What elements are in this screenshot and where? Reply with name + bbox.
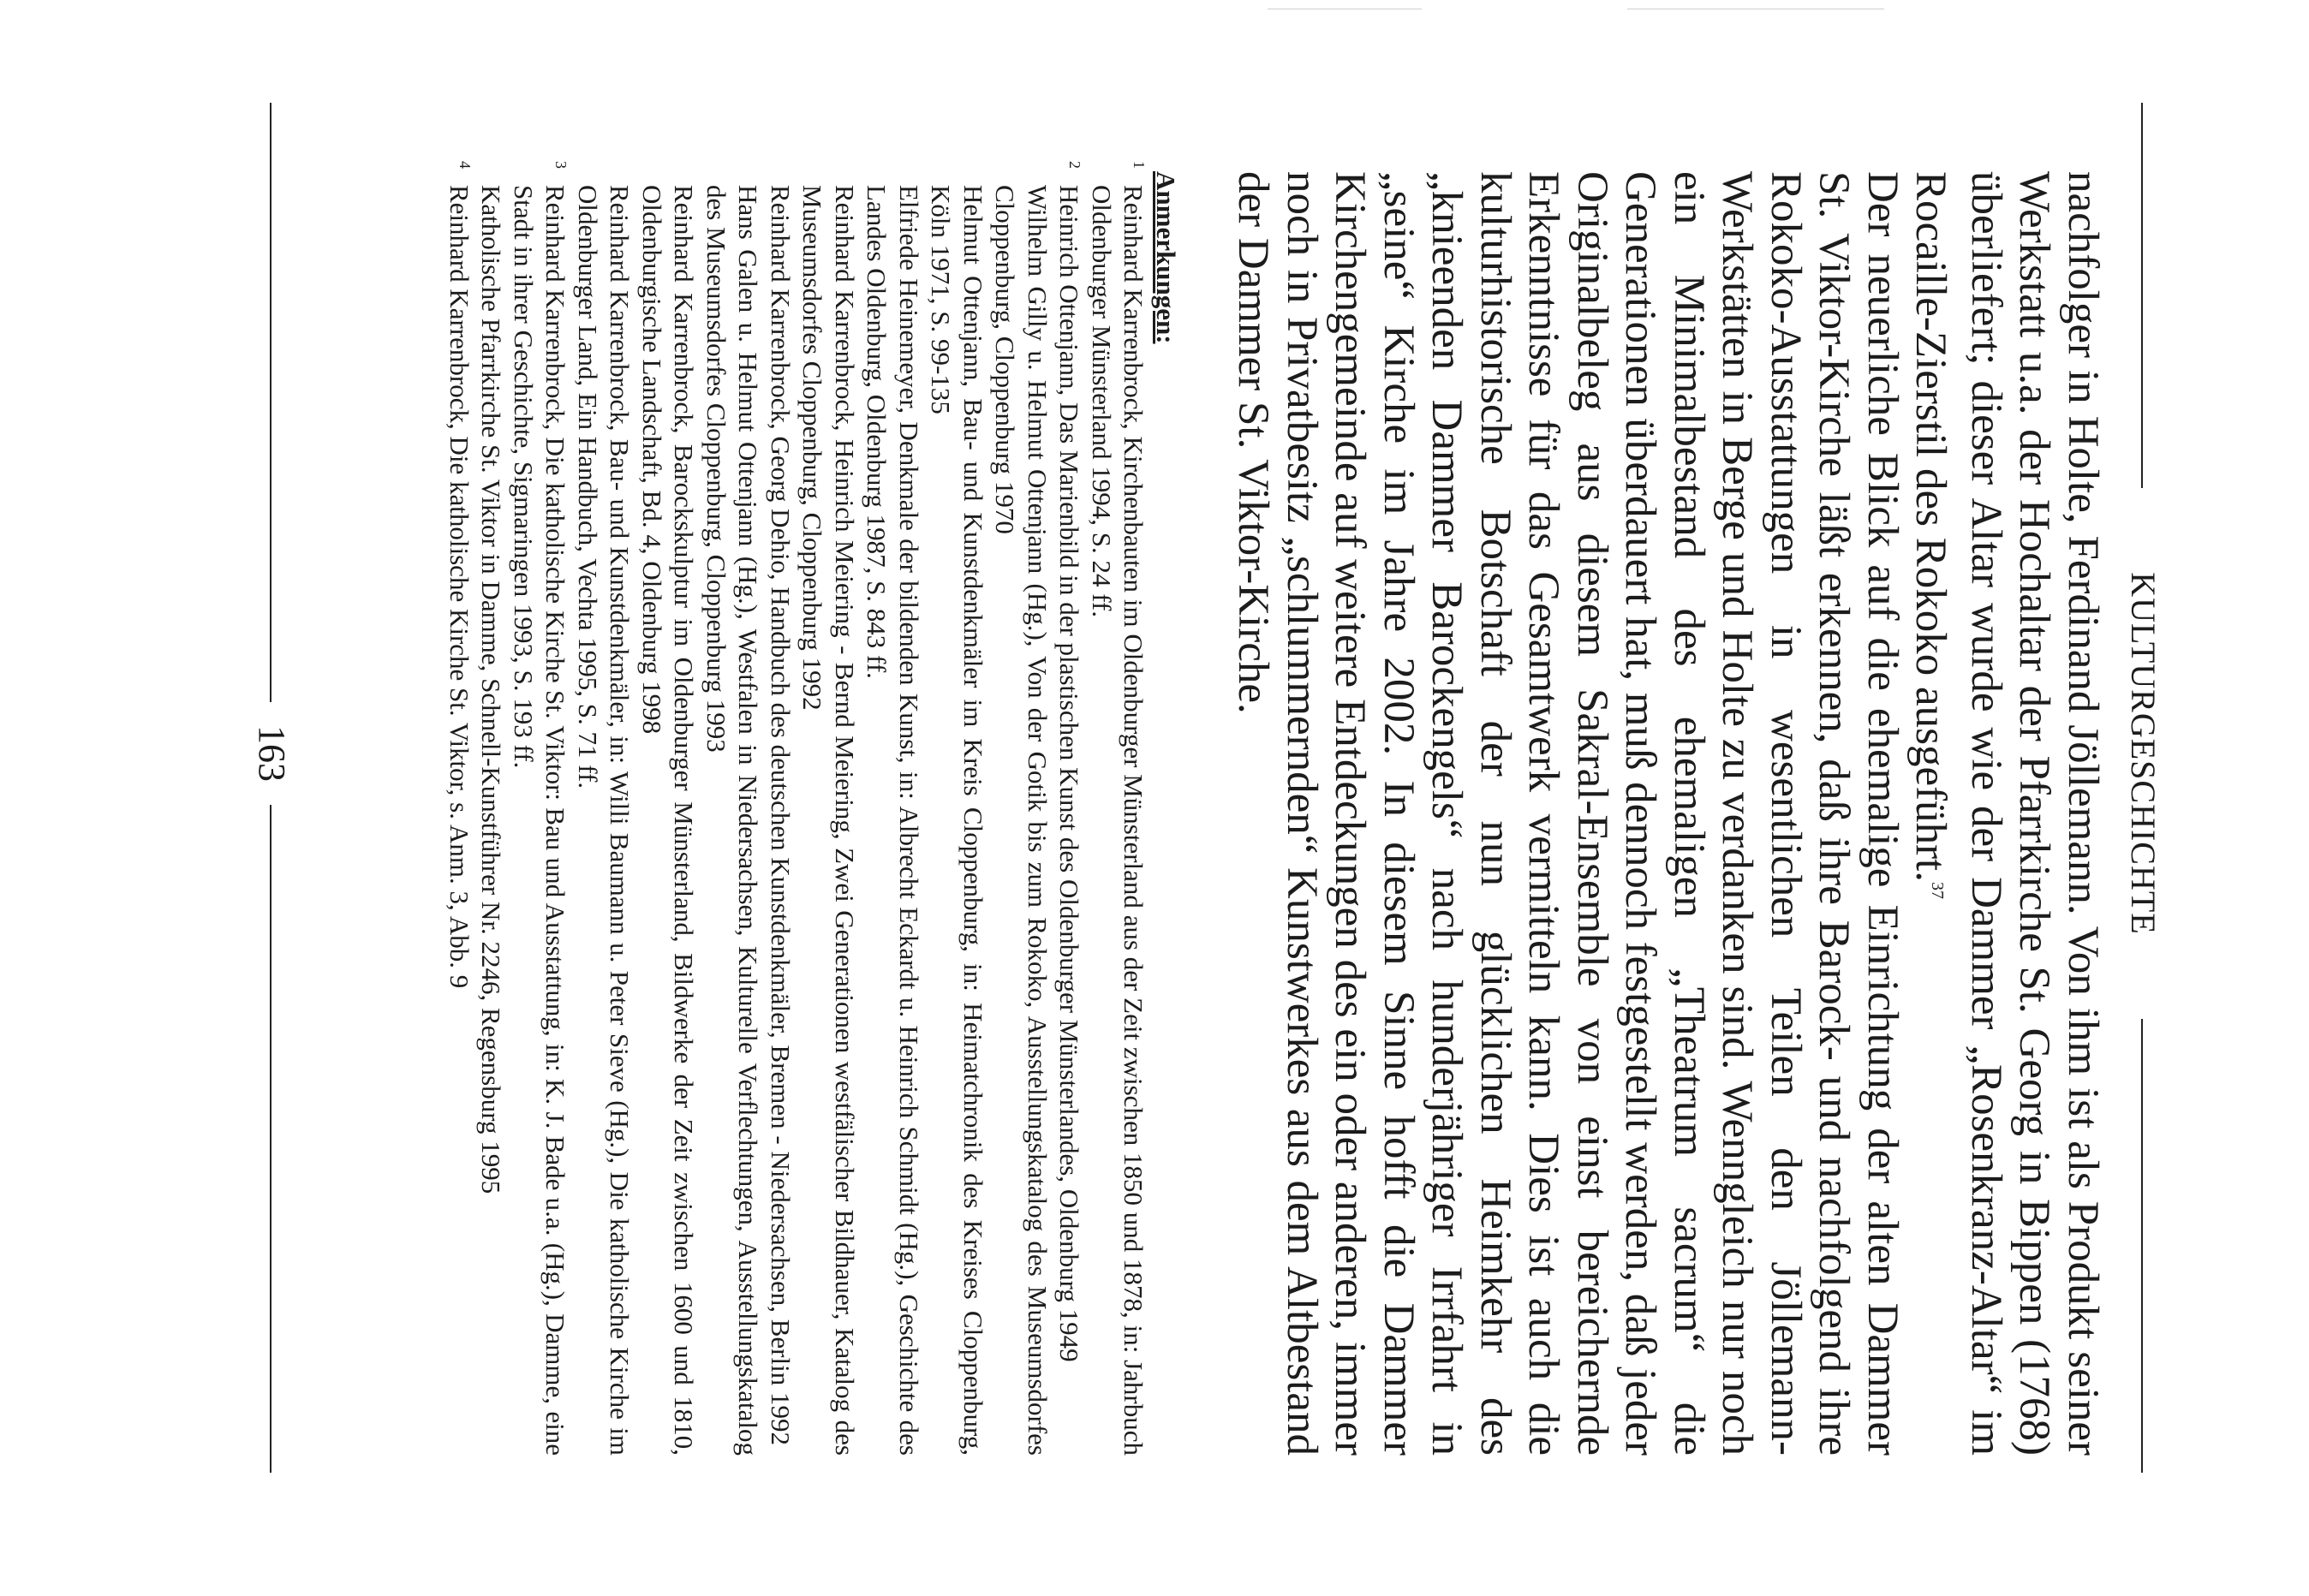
note-number: 4 [456, 161, 474, 169]
note-text: Heinrich Ottenjann, Das Marienbild in der plastischen Kunst des Oldenburger Münsterlandes, Oldenburg 1949 Wilhelm Gilly u. Helmut Ottenjann (Hg.), Von der Gotik bis zum Rokoko, Ausstellungskatalog des Museumsdorfes Cloppenburg, Cloppenburg 1970 Helmut Ottenjann, Bau- und Kunstdenkmäler im Kreis Cloppenburg, in: Heimatchronik des Kreises Cloppenburg, Köln 1971, S. 99-135 Elfriede Heinemeyer, Denkmale der bildenden Kunst, in: Albrecht Eckardt u. Heinrich Schmidt (Hg.), Geschichte des Landes Oldenburg, Oldenburg 1987, S. 843 ff. Reinhard Karrenbrock, Heinrich Meiering - Bernd Meiering, Zwei Generationen westfälischer Bildhauer, Katalog des Museumsdorfes Cloppenburg, Cloppenburg 1992 Reinhard Karrenbrock, Georg Dehio, Handbuch des deutschen Kunstdenkmäler, Bremen - Niedersachsen, Berlin 1992 Hans Galen u. Helmut Ottenjann (Hg.), Westfalen in Niedersachsen, Kulturelle Verflechtungen, Ausstellungskatalog des Museumsdorfes Cloppenburg, Cloppenburg 1993 Reinhard Karrenbrock, Barockskulptur im Oldenburger Münsterland, Bildwerke der Zeit zwischen 1600 und 1810, Oldenburgische Landschaft, Bd. 4, Oldenburg 1998 Reinhard Karrenbrock, Bau- und Kunstdenkmäler, in: Willi Baumann u. Peter Sieve (Hg.), Die katholische Kirche im Oldenburger Land, Ein Handbuch, Vechta 1995, S. 71 ff. [573, 185, 1085, 1456]
running-header [2115, 103, 2167, 1473]
rotated-page [163, 103, 2167, 1490]
note-number: 3 [552, 161, 570, 169]
page-number: 163 [251, 725, 293, 782]
note-text: Reinhard Karrenbrock, Die katholische Kirche St. Viktor, s. Anm. 3, Abb. 9 [444, 185, 474, 989]
notes-section [444, 161, 1183, 1456]
note-text: Reinhard Karrenbrock, Kirchenbauten im Oldenburger Münsterland aus der Zeit zwischen 1850 und 1878, in: Jahrbuch Oldenburger Münsterland 1994, S. 24 ff. [1087, 185, 1149, 1456]
note-item [444, 161, 476, 1456]
body-paragraph-1: nachfolger in Holte, Ferdinand Jöllemann. Von ihm ist als Produkt seiner Werkstatt u.a. der Hochaltar der Pfarrkirche St. Georg in Bippen (1768) überliefert; dieser Altar wurde wie der Dammer „Rosenkranz-Altar“ im Rocaille-Zierstil des Rokoko ausgeführt. [1906, 171, 2107, 1456]
footer-rule-left [270, 103, 271, 702]
footnote-ref: 37 [1928, 881, 1948, 899]
note-number: 1 [1131, 161, 1149, 169]
header-title: KULTURGESCHICHTE [2124, 572, 2163, 935]
body-paragraph-2: Der neuerliche Blick auf die ehemalige Einrichtung der alten Dammer St. Viktor-Kirche läßt erkennen, daß ihre Barock- und nachfolgend ihre Rokoko-Ausstattungen in wesentlichen Teilen den Jöllemann-Werkstätten in Berge und Holte zu verdanken sind. Wenngleich nur noch ein Minimalbestand des ehemaligen „Theatrum sacrum“ die Generationen überdauert hat, muß dennoch festgestellt werden, daß jeder Originalbeleg aus diesem Sakral-Ensemble von einst bereichernde Erkenntnisse für das Gesamtwerk vermitteln kann. Dies ist auch die kulturhistorische Botschaft der nun glücklichen Heimkehr des „knieenden Dammer Barockengels“ nach hunderjähriger Irrfahrt in „seine“ Kirche im Jahre 2002. In diesem Sinne hofft die Dammer Kirchengemeinde auf weitere Entdeckungen des ein oder anderen, immer noch in Privatbesitz „schlummernden“ Kunstwerkes aus dem Altbestand der Dammer St. Viktor-Kirche. [1229, 171, 1906, 1456]
note-number: 2 [1066, 161, 1084, 169]
notes-title: Anmerkungen: [1151, 171, 1181, 344]
page-footer [244, 103, 295, 1473]
header-rule-left [2141, 103, 2143, 488]
note-item [1086, 161, 1150, 1456]
footer-rule-right [270, 805, 271, 1473]
note-item [572, 161, 1086, 1456]
header-rule-right [2141, 1019, 2143, 1473]
note-item [475, 161, 572, 1456]
note-text: Reinhard Karrenbrock, Die katholische Kirche St. Viktor: Bau und Ausstattung, in: K. J. Bade u.a. (Hg.), Damme, eine Stadt in ihrer Geschichte, Sigmaringen 1993, S. 193 ff. Katholische Pfarrkirche St. Viktor in Damme, Schnell-Kunstführer Nr. 2246, Regensburg 1995 [476, 185, 571, 1456]
body-text [1229, 171, 2107, 1456]
